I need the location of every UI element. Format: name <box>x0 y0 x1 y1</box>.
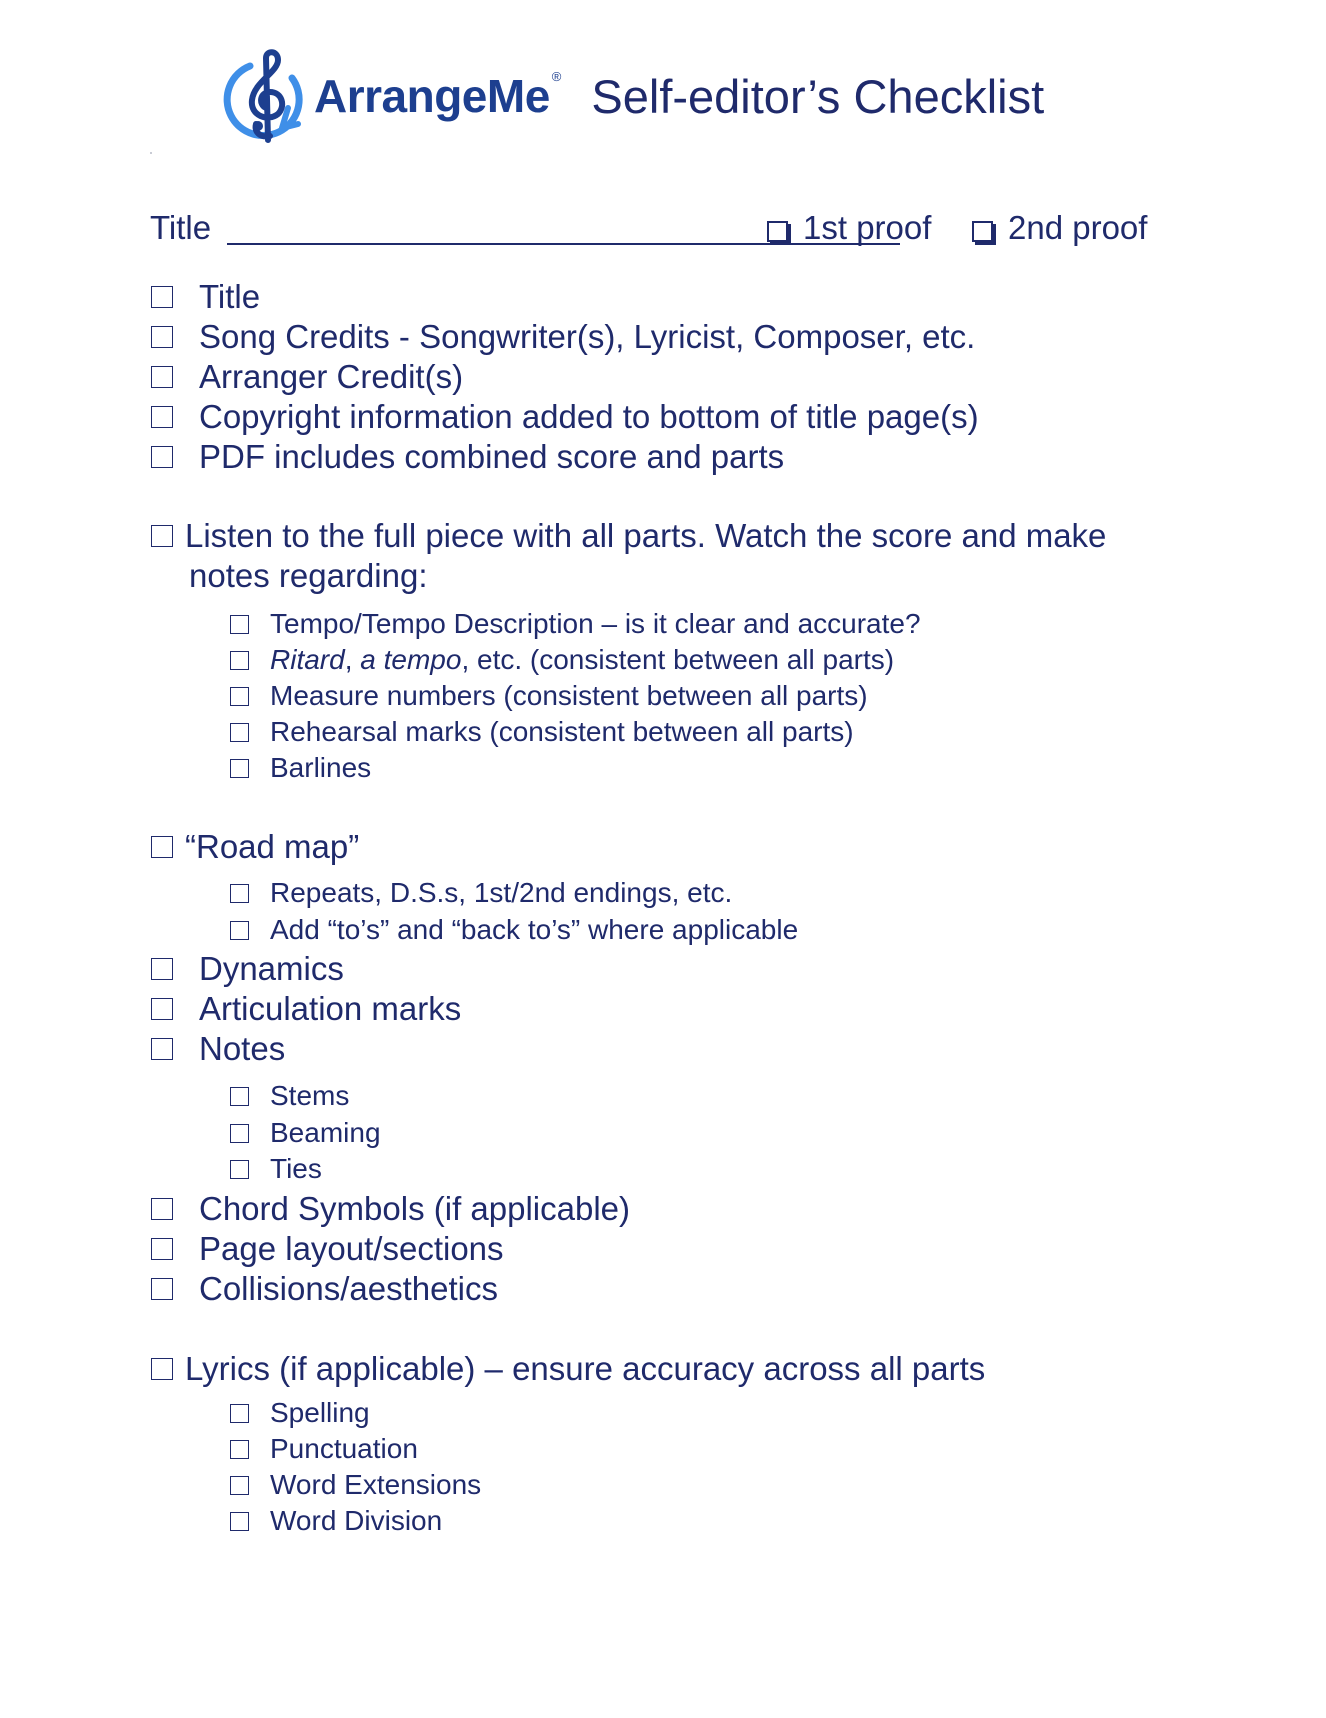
checkbox[interactable] <box>230 759 249 778</box>
checkbox[interactable] <box>230 615 249 634</box>
checkbox[interactable] <box>230 687 249 706</box>
item-label: Page layout/sections <box>199 1230 504 1267</box>
checkbox[interactable] <box>151 525 173 547</box>
first-proof-checkbox[interactable] <box>767 221 788 242</box>
checkbox[interactable] <box>151 1198 173 1220</box>
checklist-subitem-to-s[interactable] <box>230 914 798 946</box>
checklist-subitem-beaming[interactable] <box>230 1117 381 1149</box>
checklist-item-road-map[interactable] <box>151 828 359 866</box>
item-label: Copyright information added to bottom of title page(s) <box>199 398 979 435</box>
checklist-subitem-word-division[interactable] <box>230 1505 442 1537</box>
item-label-line1: Listen to the full piece with all parts. Watch the score and make <box>185 517 1107 554</box>
item-label: “Road map” <box>185 828 360 865</box>
second-proof-checkbox[interactable] <box>972 221 993 242</box>
checklist-subitem-spelling[interactable] <box>230 1397 370 1429</box>
checkbox[interactable] <box>151 958 173 980</box>
checklist-item-dynamics[interactable] <box>151 950 344 988</box>
checkbox[interactable] <box>151 326 173 348</box>
checkbox[interactable] <box>230 1160 249 1179</box>
checklist-subitem-punctuation[interactable] <box>230 1433 418 1465</box>
checklist-item-articulation[interactable] <box>151 990 461 1028</box>
item-label: PDF includes combined score and parts <box>199 438 785 475</box>
item-label: Articulation marks <box>199 990 462 1027</box>
checkbox[interactable] <box>151 998 173 1020</box>
second-proof-label: 2nd proof <box>1008 209 1148 246</box>
first-proof-option[interactable] <box>767 209 931 247</box>
first-proof-label: 1st proof <box>803 209 932 246</box>
item-label: Notes <box>199 1030 286 1067</box>
checkbox[interactable] <box>151 366 173 388</box>
item-label: Spelling <box>270 1397 370 1428</box>
checklist-item-lyrics[interactable] <box>151 1350 985 1388</box>
item-label: Ritard, a tempo, etc. (consistent between all parts) <box>270 644 895 675</box>
item-label: Measure numbers (consistent between all parts) <box>270 680 868 711</box>
stray-dot <box>150 152 152 154</box>
checklist-item-title[interactable] <box>151 278 260 316</box>
item-label: Punctuation <box>270 1433 418 1464</box>
checkbox[interactable] <box>151 1358 173 1380</box>
checklist-subitem-word-extensions[interactable] <box>230 1469 481 1501</box>
checklist-subitem-barlines[interactable] <box>230 752 371 784</box>
item-label: Word Division <box>270 1505 443 1536</box>
page-title: Self-editor’s Checklist <box>591 69 1045 123</box>
checkbox[interactable] <box>230 884 249 903</box>
checkbox[interactable] <box>151 1278 173 1300</box>
item-label: Dynamics <box>199 950 344 987</box>
title-field-label: Title <box>150 209 212 246</box>
item-label-line2: notes regarding: <box>189 557 428 594</box>
checklist-subitem-tempo[interactable] <box>230 608 921 640</box>
checklist-subitem-rehearsal-marks[interactable] <box>230 716 854 748</box>
checkbox[interactable] <box>230 1512 249 1531</box>
checklist-item-page-layout[interactable] <box>151 1230 504 1268</box>
item-label: Arranger Credit(s) <box>199 358 464 395</box>
checkbox[interactable] <box>230 723 249 742</box>
registered-mark: ® <box>551 68 562 84</box>
item-label: Repeats, D.S.s, 1st/2nd endings, etc. <box>270 877 733 908</box>
checkbox[interactable] <box>230 651 249 670</box>
item-label: Rehearsal marks (consistent between all parts) <box>270 716 854 747</box>
checkbox[interactable] <box>151 836 173 858</box>
checkbox[interactable] <box>151 446 173 468</box>
item-label: Word Extensions <box>270 1469 482 1500</box>
item-label: Title <box>199 278 261 315</box>
checklist-subitem-measure-numbers[interactable] <box>230 680 868 712</box>
checkbox[interactable] <box>230 921 249 940</box>
checkbox[interactable] <box>230 1440 249 1459</box>
checklist-item-collisions[interactable] <box>151 1270 498 1308</box>
item-label: Beaming <box>270 1117 381 1148</box>
second-proof-option[interactable] <box>972 209 1147 247</box>
header <box>220 48 1044 148</box>
title-field-row <box>150 205 1170 251</box>
checklist-item-song-credits[interactable] <box>151 318 975 356</box>
checklist-item-chord-symbols[interactable] <box>151 1190 630 1228</box>
item-label: Lyrics (if applicable) – ensure accuracy across all parts <box>185 1350 986 1387</box>
checklist-subitem-ritard[interactable] <box>230 644 894 676</box>
checklist-subitem-ties[interactable] <box>230 1153 322 1185</box>
brand-name: ArrangeMe <box>314 70 550 122</box>
item-label: Add “to’s” and “back to’s” where applicable <box>270 914 799 945</box>
item-label: Ties <box>270 1153 322 1184</box>
checkbox[interactable] <box>230 1124 249 1143</box>
item-label: Song Credits - Songwriter(s), Lyricist, Composer, etc. <box>199 318 976 355</box>
checkbox[interactable] <box>151 1238 173 1260</box>
checkbox[interactable] <box>230 1476 249 1495</box>
checkbox[interactable] <box>151 406 173 428</box>
checklist-subitem-stems[interactable] <box>230 1080 349 1112</box>
item-label: Chord Symbols (if applicable) <box>199 1190 631 1227</box>
checklist-item-arranger-credit[interactable] <box>151 358 463 396</box>
checklist-item-notes[interactable] <box>151 1030 285 1068</box>
checkbox[interactable] <box>151 286 173 308</box>
checkbox[interactable] <box>151 1038 173 1060</box>
checklist-item-pdf[interactable] <box>151 438 784 476</box>
item-label: Collisions/aesthetics <box>199 1270 498 1307</box>
checklist-subitem-repeats[interactable] <box>230 877 732 909</box>
treble-clef-logo-icon <box>220 48 312 148</box>
item-label: Barlines <box>270 752 372 783</box>
checklist-item-copyright[interactable] <box>151 398 979 436</box>
checkbox[interactable] <box>230 1404 249 1423</box>
checklist-item-listen[interactable] <box>151 517 1106 555</box>
checkbox[interactable] <box>230 1087 249 1106</box>
item-label: Stems <box>270 1080 350 1111</box>
item-label: Tempo/Tempo Description – is it clear and accurate? <box>270 608 921 639</box>
